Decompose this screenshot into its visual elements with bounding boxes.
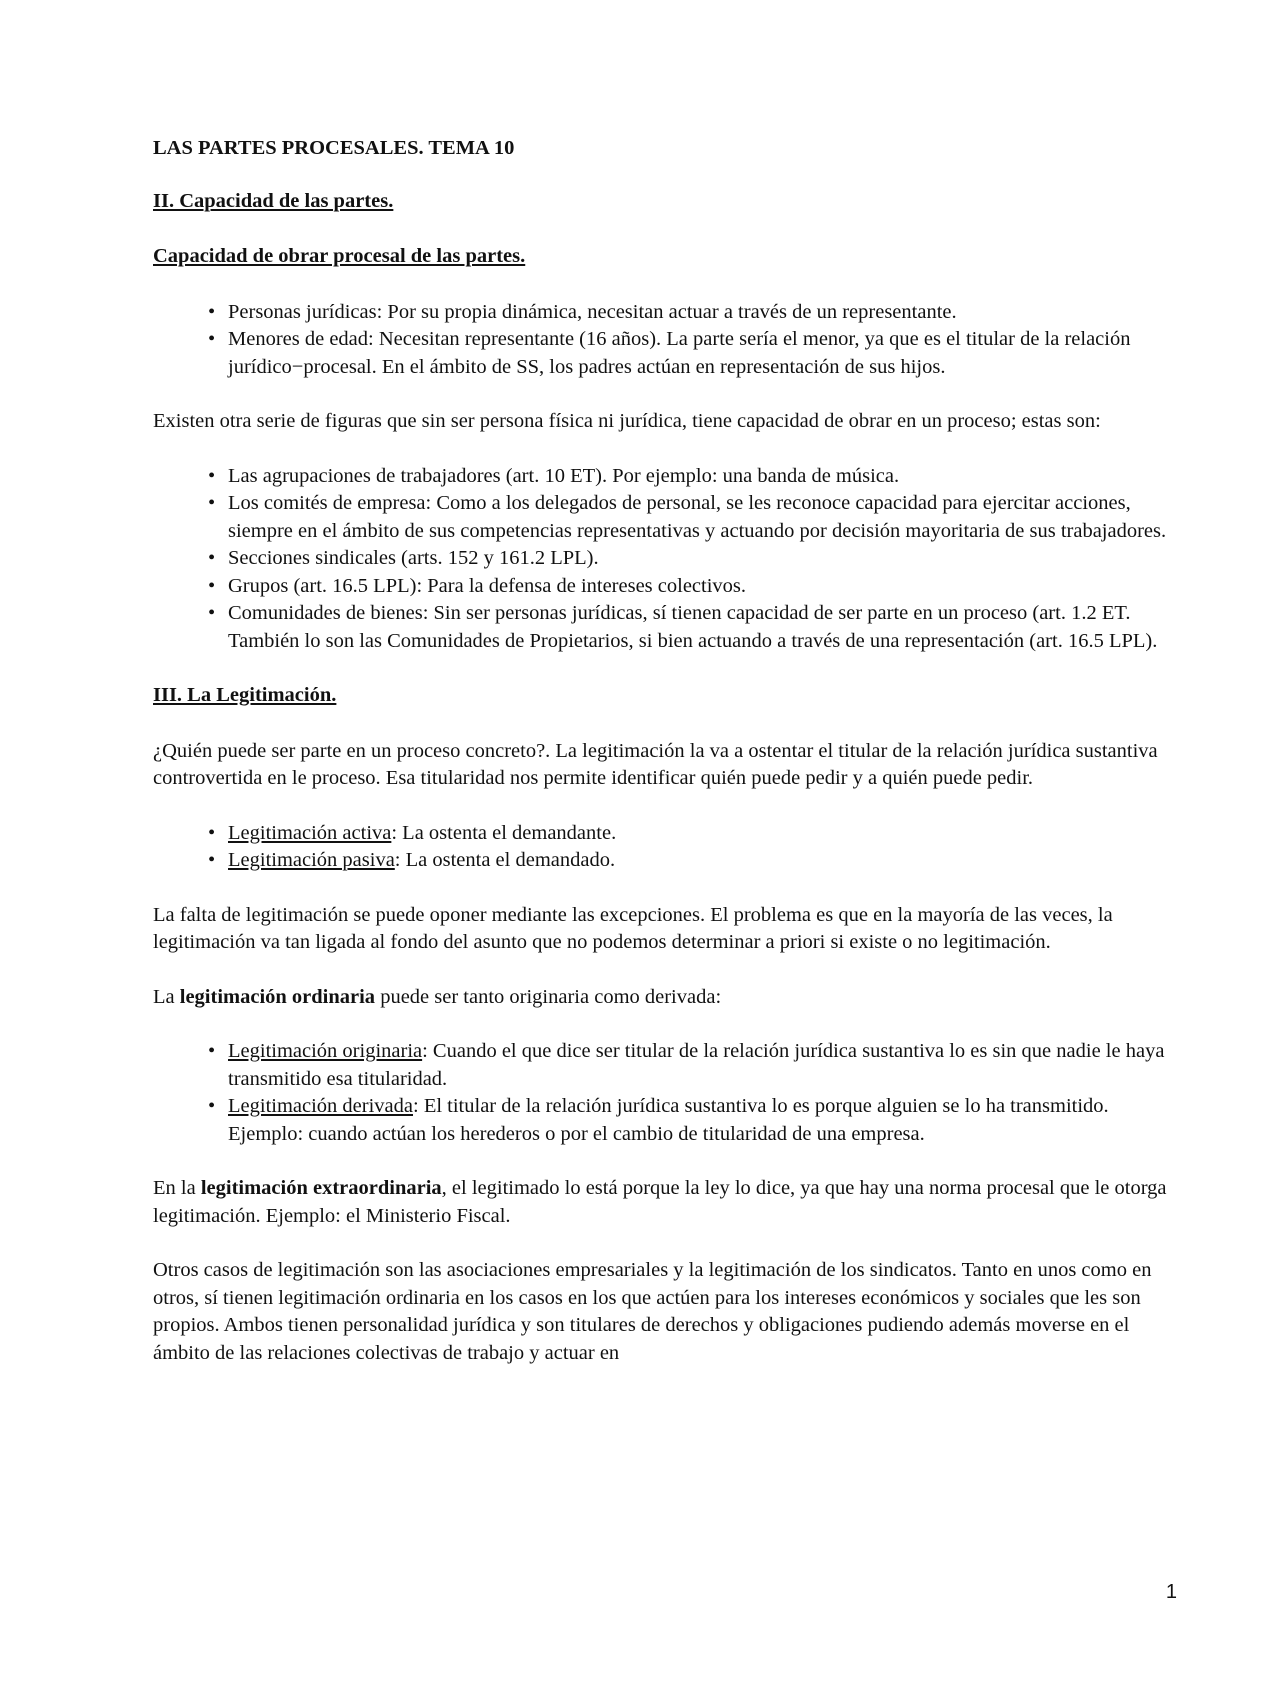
paragraph-quien-puede: ¿Quién puede ser parte en un proceso concreto?. La legitimación la va a ostentar el titular de la relación jurídica sustantiva controvertida en le proceso. Esa titularidad nos permite identificar quién puede pedir y a quién puede pedir. xyxy=(153,739,1158,789)
text-run: La xyxy=(153,985,180,1008)
bold-term: legitimación extraordinaria xyxy=(200,1177,442,1199)
text-run: , el legitimado lo está porque la ley lo dice, ya que hay una norma procesal que le otorga legitimación. Ejemplo: el Ministerio Fiscal. xyxy=(153,1177,1167,1227)
list-item xyxy=(208,820,1188,848)
document-title: LAS PARTES PROCESALES. TEMA 10 xyxy=(153,137,515,159)
section-heading-legitimacion: III. La Legitimación. xyxy=(153,684,337,706)
subheading-capacidad-obrar: Capacidad de obrar procesal de las partes. xyxy=(153,245,526,267)
list-item: • Grupos (art. 16.5 LPL): Para la defensa de intereses colectivos. xyxy=(208,573,1188,601)
paragraph-otras-figuras: Existen otra serie de figuras que sin ser persona física ni jurídica, tiene capacidad de obrar en un proceso; estas son: xyxy=(153,410,1101,432)
term-legitimacion-originaria: Legitimación originaria xyxy=(228,1040,423,1062)
list-item: • Menores de edad: Necesitan representante (16 años). La parte sería el menor, ya que es el titular de la relación jurídico−procesal. En el ámbito de SS, los padres actúan en representación de sus hijos. xyxy=(208,326,1188,381)
list-item-text: : Cuando el que dice ser titular de la relación jurídica sustantiva lo es sin que nadie le haya transmitido esa titularidad. xyxy=(228,1040,1165,1090)
paragraph-legitimacion-extraordinaria xyxy=(153,1175,1188,1230)
list-item-text: : El titular de la relación jurídica sustantiva lo es porque alguien se lo ha transmitido. Ejemplo: cuando actúan los herederos o por el cambio de titularidad de una empresa. xyxy=(228,1095,1109,1145)
bold-term: legitimación ordinaria xyxy=(179,985,376,1008)
text-run: En la xyxy=(153,1177,201,1199)
section-heading-capacidad: II. Capacidad de las partes. xyxy=(153,189,394,212)
list-item xyxy=(208,1093,1188,1148)
term-legitimacion-pasiva: Legitimación pasiva xyxy=(228,849,395,871)
list-item xyxy=(208,847,1188,875)
capacity-list xyxy=(153,299,1188,382)
document-page xyxy=(153,135,1188,1394)
list-item-text: : La ostenta el demandado. xyxy=(394,849,616,871)
text-run: puede ser tanto originaria como derivada: xyxy=(375,985,722,1008)
legitimation-type-list xyxy=(153,820,1188,875)
paragraph-legitimacion-ordinaria xyxy=(153,984,1188,1012)
list-item: • Comunidades de bienes: Sin ser personas jurídicas, sí tienen capacidad de ser parte en un proceso (art. 1.2 ET. También lo son las Comunidades de Propietarios, si bien actuando a través de una representación (art. 16.5 LPL). xyxy=(208,600,1188,655)
list-item: • Personas jurídicas: Por su propia dinámica, necesitan actuar a través de un representante. xyxy=(208,299,1188,327)
figures-list xyxy=(153,463,1188,656)
paragraph-falta-legitimacion: La falta de legitimación se puede oponer mediante las excepciones. El problema es que en la mayoría de las veces, la legitimación va tan ligada al fondo del asunto que no podemos determinar a priori si existe o no legitimación. xyxy=(153,903,1113,953)
term-legitimacion-activa: Legitimación activa xyxy=(228,821,392,844)
ordinary-legitimation-list xyxy=(153,1038,1188,1148)
term-legitimacion-derivada: Legitimación derivada xyxy=(228,1095,413,1117)
paragraph-otros-casos: Otros casos de legitimación son las asociaciones empresariales y la legitimación de los sindicatos. Tanto en unos como en otros, sí tienen legitimación ordinaria en los casos en los que actúen para los intereses económicos y sociales que les son propios. Ambos tienen personalidad jurídica y son titulares de derechos y obligaciones pudiendo además moverse en el ámbito de las relaciones colectivas de trabajo y actuar en xyxy=(153,1259,1152,1364)
page-number: 1 xyxy=(1165,1581,1177,1603)
list-item: • Los comités de empresa: Como a los delegados de personal, se les reconoce capacidad para ejercitar acciones, siempre en el ámbito de sus competencias representativas y actuando por decisión mayoritaria de sus trabajadores. xyxy=(208,490,1188,545)
list-item: • Las agrupaciones de trabajadores (art. 10 ET). Por ejemplo: una banda de música. xyxy=(208,463,1188,491)
list-item xyxy=(208,1038,1188,1093)
list-item-text: : La ostenta el demandante. xyxy=(391,821,617,844)
list-item: • Secciones sindicales (arts. 152 y 161.2 LPL). xyxy=(208,545,1188,573)
